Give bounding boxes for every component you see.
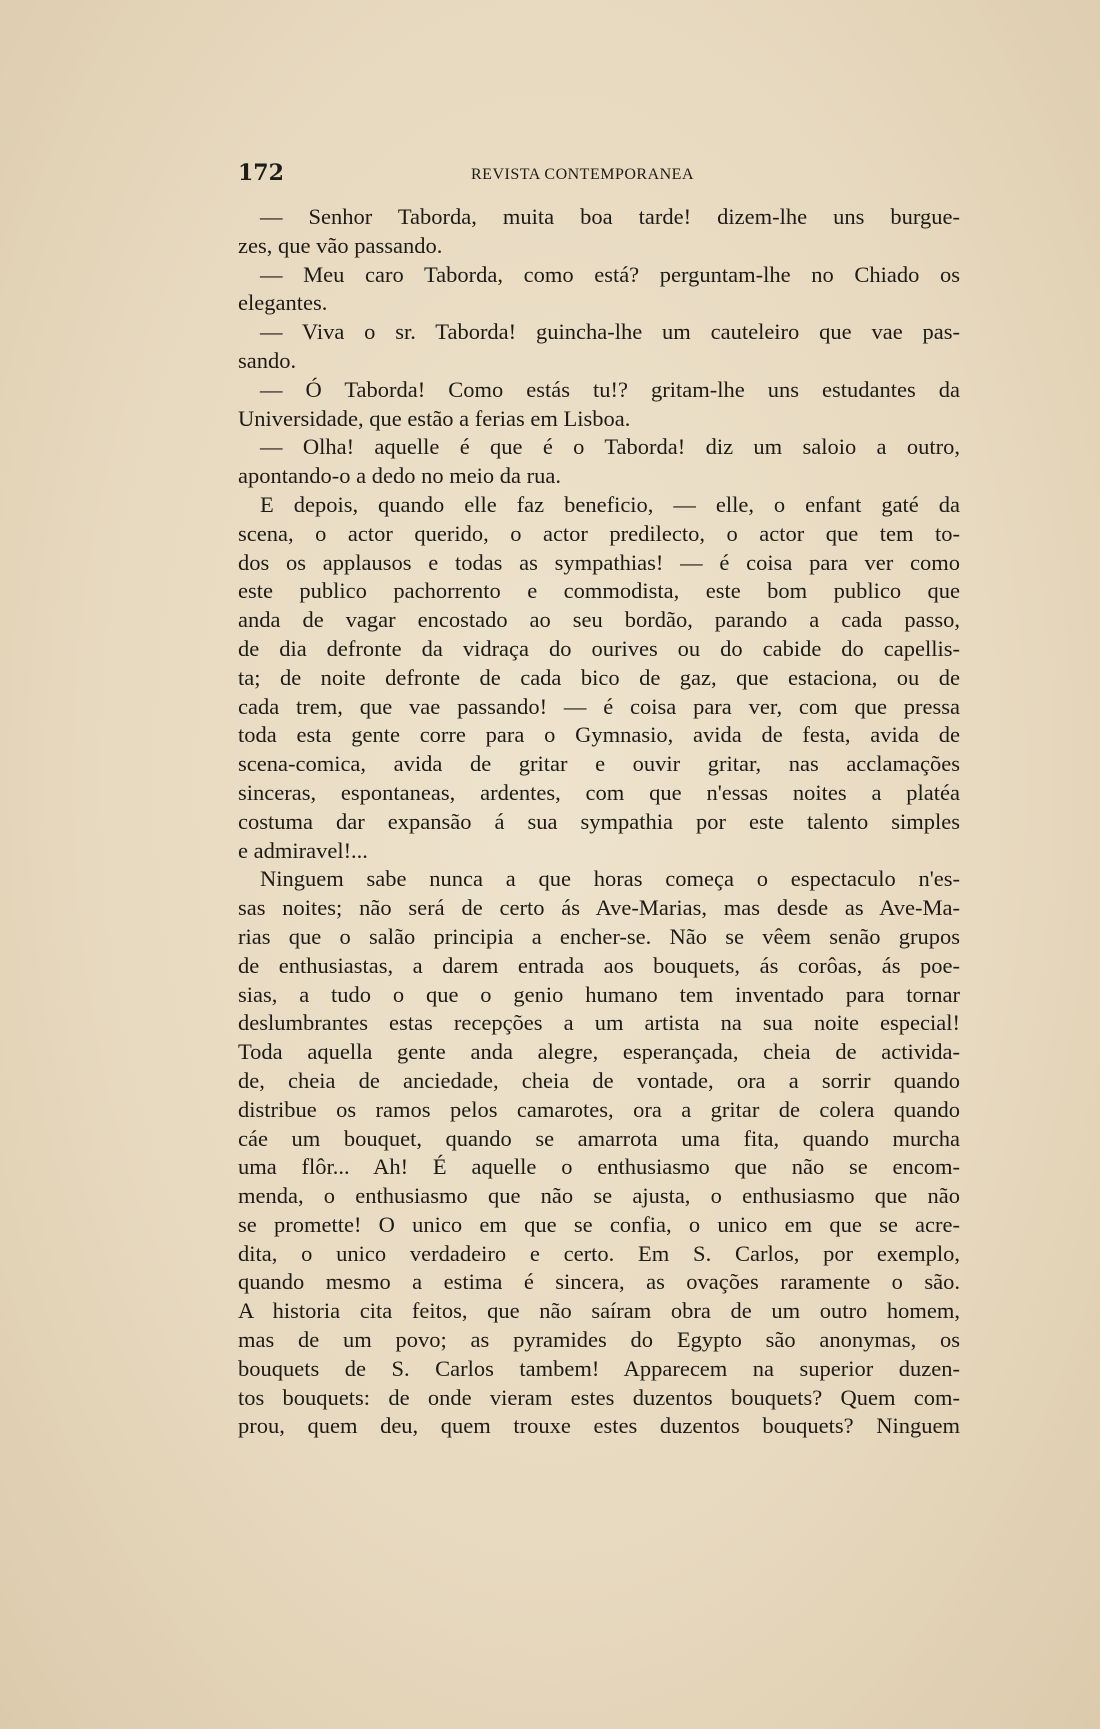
page-number: 172 [238,160,284,186]
text-line: dos os applausos e todas as sympathias! — é coisa para ver como [238,549,960,575]
page-header [238,160,960,190]
text-line: scena-comica, avida de gritar e ouvir gritar, nas acclamações [238,751,960,777]
text-line: tos bouquets: de onde vieram estes duzentos bouquets? Quem com- [238,1384,960,1410]
text-line: Ninguem sabe nunca a que horas começa o espectaculo n'es- [260,866,960,892]
text-line: sias, a tudo o que o genio humano tem inventado para tornar [238,981,960,1007]
text-line: toda esta gente corre para o Gymnasio, avida de festa, avida de [238,722,960,748]
text-line: E depois, quando elle faz beneficio, — elle, o enfant gaté da [260,491,960,517]
text-line: este publico pachorrento e commodista, este bom publico que [238,578,960,604]
text-line: — Ó Taborda! Como estás tu!? gritam-lhe uns estudantes da [260,376,960,402]
running-title: REVISTA CONTEMPORANEA [471,166,695,183]
text-line: elegantes. [238,290,328,316]
text-line: scena, o actor querido, o actor predilecto, o actor que tem to- [238,520,960,546]
text-line: zes, que vão passando. [238,232,443,258]
text-line: menda, o enthusiasmo que não se ajusta, o enthusiasmo que não [238,1183,960,1209]
text-line: sinceras, espontaneas, ardentes, com que n'essas noites a platéa [238,779,960,805]
text-line: — Senhor Taborda, muita boa tarde! dizem-lhe uns burgue- [260,204,960,229]
text-line: e admiravel!... [238,837,368,863]
text-line: sando. [238,347,297,373]
text-line: costuma dar expansão á sua sympathia por este talento simples [238,808,960,834]
text-line: rias que o salão principia a encher-se. Não se vêem senão grupos [238,923,960,949]
text-line: cada trem, que vae passando! — é coisa para ver, com que pressa [238,693,960,719]
text-line: distribue os ramos pelos camarotes, ora a gritar de colera quando [238,1096,960,1122]
text-line: uma flôr... Ah! É aquelle o enthusiasmo que não se encom- [238,1154,960,1180]
body-text [238,203,960,1441]
text-line: Toda aquella gente anda alegre, esperançada, cheia de activida- [238,1039,960,1065]
text-line: anda de vagar encostado ao seu bordão, parando a cada passo, [238,607,960,633]
text-line: bouquets de S. Carlos tambem! Apparecem na superior duzen- [238,1355,960,1381]
text-line: deslumbrantes estas recepções a um artista na sua noite especial! [238,1010,960,1036]
text-line: apontando-o a dedo no meio da rua. [238,463,562,489]
text-line: sas noites; não será de certo ás Ave-Marias, mas desde as Ave-Ma- [238,895,960,921]
text-line: — Olha! aquelle é que é o Taborda! diz um saloio a outro, [260,434,960,460]
text-line: ta; de noite defronte de cada bico de gaz, que estaciona, ou de [238,664,960,690]
text-line: cáe um bouquet, quando se amarrota uma fita, quando murcha [238,1125,960,1151]
text-line: dita, o unico verdadeiro e certo. Em S. Carlos, por exemplo, [238,1240,960,1266]
text-line: A historia cita feitos, que não saíram obra de um outro homem, [238,1298,960,1324]
text-line: de, cheia de anciedade, cheia de vontade, ora a sorrir quando [238,1067,960,1093]
text-line: Universidade, que estão a ferias em Lisboa. [238,405,631,431]
text-line: quando mesmo a estima é sincera, as ovações raramente o são. [238,1269,960,1295]
text-line: se promette! O unico em que se confia, o unico em que se acre- [238,1211,960,1237]
text-line: mas de um povo; as pyramides do Egypto são anonymas, os [238,1327,960,1353]
text-line: de dia defronte da vidraça do ourives ou do cabide do capellis- [238,635,960,661]
text-line: de enthusiastas, a darem entrada aos bouquets, ás corôas, ás poe- [238,952,960,978]
text-line: — Viva o sr. Taborda! guincha-lhe um cauteleiro que vae pas- [260,319,960,345]
text-line: prou, quem deu, quem trouxe estes duzentos bouquets? Ninguem [238,1413,960,1439]
text-line: — Meu caro Taborda, como está? perguntam-lhe no Chiado os [260,261,960,287]
